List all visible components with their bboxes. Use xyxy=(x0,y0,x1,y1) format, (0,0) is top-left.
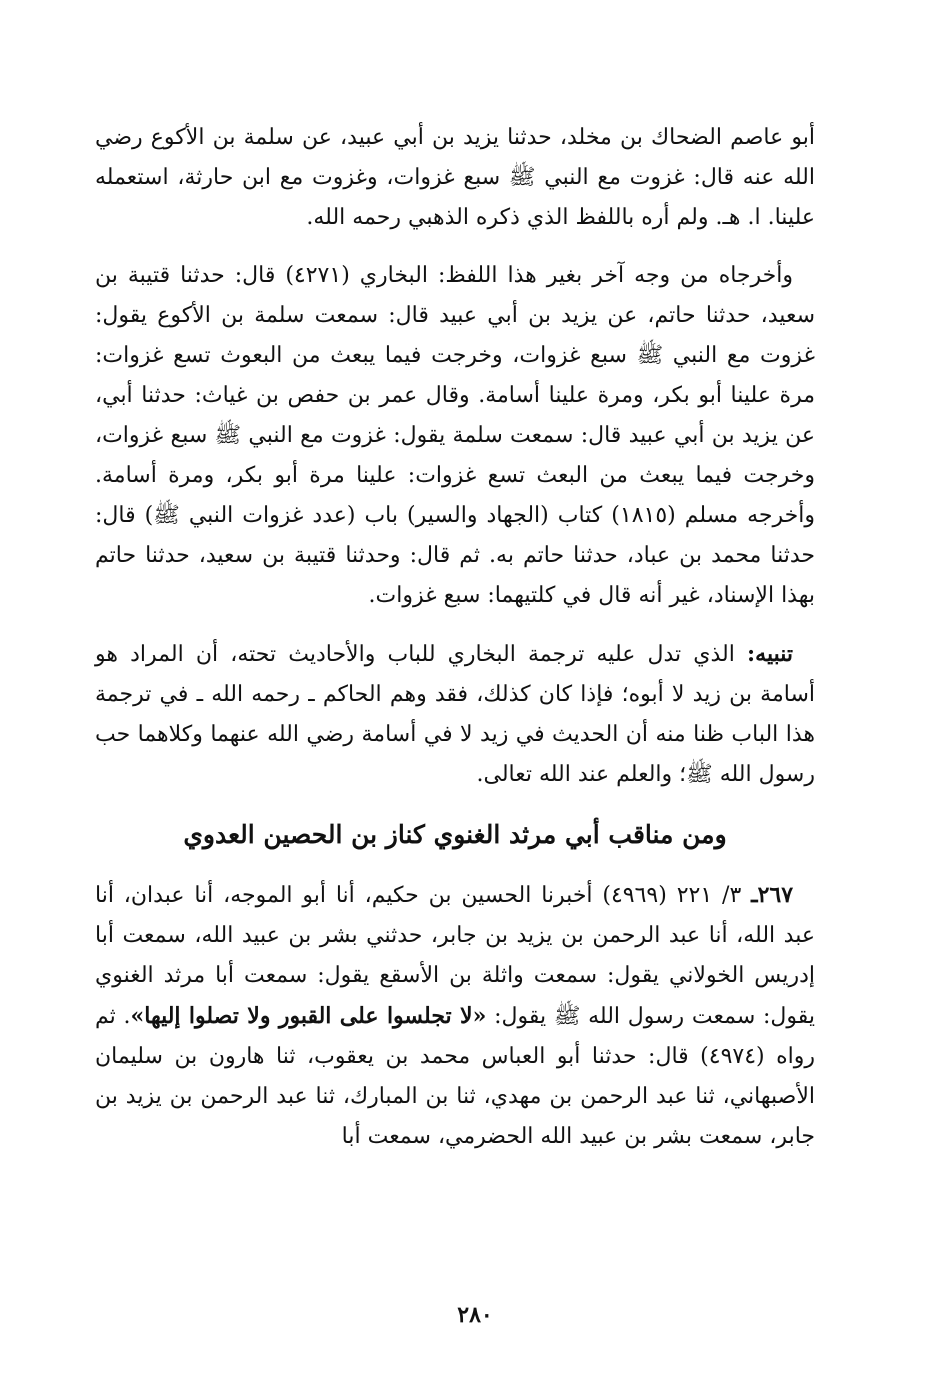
paragraph-2 xyxy=(95,256,815,616)
paragraph-1-text: أبو عاصم الضحاك بن مخلد، حدثنا يزيد بن أبي عبيد، عن سلمة بن الأكوع رضي الله عنه قال: غزوت مع النبي ﷺ سبع غزوات، وغزوت مع ابن حارثة، استعمله علينا. ا. هـ. ولم أره باللفظ الذي ذكره الذهبي رحمه الله. xyxy=(95,125,816,230)
hadith-number: ٢٦٧ـ xyxy=(751,882,794,908)
paragraph-3-note xyxy=(95,634,815,795)
section-title: ومن مناقب أبي مرثد الغنوي كناز بن الحصين العدوي xyxy=(183,820,727,849)
paragraph-4-text-a: ٣/ ٢٢١ (٤٩٦٩) أخبرنا الحسين بن حكيم، أنا أبو الموجه، أنا عبدان، أنا عبد الله، أنا عبد الرحمن بن يزيد بن جابر، حدثني بشر بن عبيد الله، سمعت أبا إدريس الخولاني يقول: سمعت واثلة بن الأسقع يقول: سمعت أبا مرثد الغنوي يقول: سمعت رسول الله ﷺ يقول: xyxy=(95,883,815,1029)
note-label: تنبيه: xyxy=(747,641,793,667)
paragraph-1 xyxy=(95,118,815,238)
hadith-quote: «لا تجلسوا على القبور ولا تصلوا إليها» xyxy=(130,1003,487,1029)
paragraph-3-text: الذي تدل عليه ترجمة البخاري للباب والأحاديث تحته، أن المراد هو أسامة بن زيد لا أبوه؛ فإذا كان كذلك، فقد وهم الحاكم ـ رحمه الله ـ في ترجمة هذا الباب ظنا منه أن الحديث في زيد لا في أسامة رضي الله عنهما وكلاهما حب رسول الله ﷺ؛ والعلم عند الله تعالى. xyxy=(95,642,815,787)
paragraph-2-text: وأخرجاه من وجه آخر بغير هذا اللفظ: البخاري (٤٢٧١) قال: حدثنا قتيبة بن سعيد، حدثنا حاتم، عن يزيد بن أبي عبيد قال: سمعت سلمة بن الأكوع يقول: غزوت مع النبي ﷺ سبع غزوات، وخرجت فيما يبعث من البعوث تسع غزوات: مرة علينا أبو بكر، ومرة علينا أسامة. وقال عمر بن حفص بن غياث: حدثنا أبي، عن يزيد بن أبي عبيد قال: سمعت سلمة يقول: غزوت مع النبي ﷺ سبع غزوات، وخرجت فيما يبعث من البعث تسع غزوات: علينا مرة أبو بكر، ومرة أسامة. وأخرجه مسلم (١٨١٥) كتاب (الجهاد والسير) باب (عدد غزوات النبي ﷺ) قال: حدثنا محمد بن عباد، حدثنا حاتم به. ثم قال: وحدثنا قتيبة بن سعيد، حدثنا حاتم بهذا الإسناد، غير أنه قال في كلتيهما: سبع غزوات. xyxy=(95,263,815,608)
paragraph-4-hadith xyxy=(95,875,815,1157)
paragraph-4-text-b: . ثم رواه (٤٩٧٤) قال: حدثنا أبو العباس محمد بن يعقوب، ثنا هارون بن سليمان الأصبهاني، ثنا عبد الرحمن بن مهدي، ثنا بن المبارك، ثنا عبد الرحمن بن يزيد بن جابر، سمعت بشر بن عبيد الله الحضرمي، سمعت أبا xyxy=(95,1004,815,1149)
page-number: ٢٨٠ xyxy=(457,1302,493,1328)
page-body xyxy=(95,118,815,1175)
